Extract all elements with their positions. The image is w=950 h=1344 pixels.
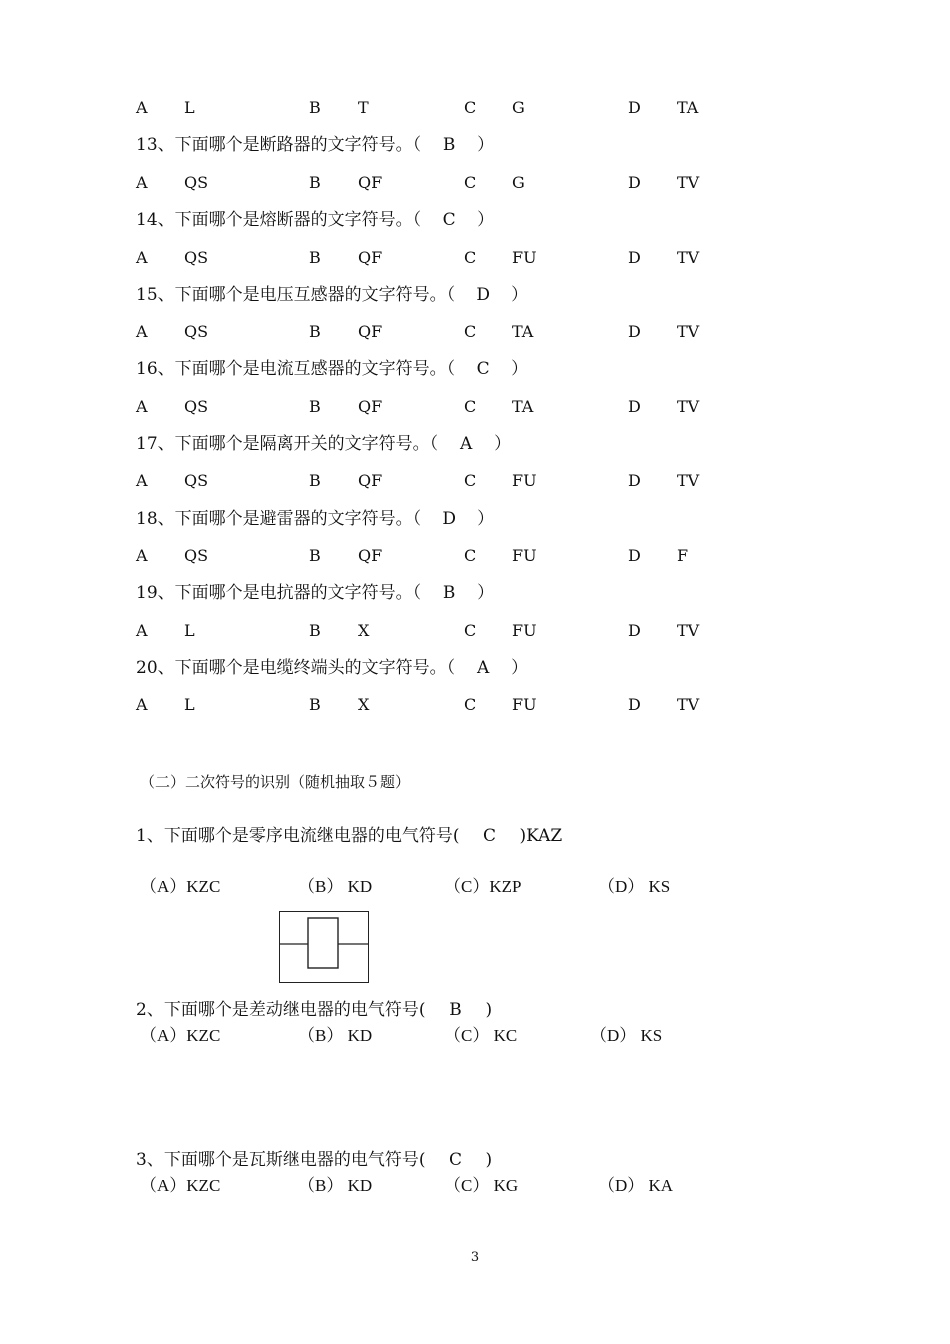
option-value-b: QF: [358, 546, 383, 565]
question-close: ）: [477, 135, 495, 155]
question-answer: A: [460, 434, 473, 454]
option-letter-b: B: [309, 173, 321, 192]
question-text: 18、下面哪个是避雷器的文字符号。（: [136, 509, 422, 529]
question-close: ）: [477, 210, 495, 230]
option-letter-c: C: [464, 471, 477, 490]
choice-d: （D） KS: [590, 1026, 663, 1045]
option-value-c: G: [512, 173, 525, 192]
question-text: 15、下面哪个是电压互感器的文字符号。（: [136, 285, 456, 305]
question-20: [136, 656, 528, 680]
option-value-d: TV: [677, 471, 700, 490]
option-value-c: FU: [512, 471, 537, 490]
option-value-c: FU: [512, 621, 537, 640]
question-answer: A: [477, 658, 490, 678]
question-answer: C: [448, 1150, 462, 1170]
option-letter-a: A: [136, 471, 148, 490]
question-answer: C: [442, 210, 456, 230]
question-18: [136, 507, 494, 531]
option-value-a: QS: [184, 173, 209, 192]
question-text: 19、下面哪个是电抗器的文字符号。（: [136, 583, 422, 603]
option-value-c: G: [512, 98, 525, 117]
option-value-c: TA: [512, 397, 534, 416]
question-text: 1、下面哪个是零序电流继电器的电气符号(: [136, 826, 460, 846]
question-text: 3、下面哪个是瓦斯继电器的电气符号(: [136, 1150, 426, 1170]
choice-a: （A）KZC: [140, 1176, 221, 1195]
option-letter-d: D: [628, 695, 641, 714]
question-close: ): [485, 1150, 493, 1170]
choice-c: （C） KG: [444, 1176, 519, 1195]
option-letter-a: A: [136, 173, 148, 192]
option-value-a: QS: [184, 248, 209, 267]
option-value-a: L: [184, 98, 195, 117]
option-letter-d: D: [628, 621, 641, 640]
option-value-b: T: [358, 98, 369, 117]
option-value-b: X: [358, 621, 370, 640]
choice-b: （B） KD: [298, 877, 373, 896]
choice-c: （C）KZP: [444, 877, 522, 896]
choice-d: （D） KA: [598, 1176, 674, 1195]
option-letter-b: B: [309, 695, 321, 714]
option-row-q20: [0, 693, 950, 717]
option-letter-d: D: [628, 546, 641, 565]
option-letter-c: C: [464, 173, 477, 192]
option-value-c: FU: [512, 546, 537, 565]
option-letter-b: B: [309, 471, 321, 490]
question-close: ）: [511, 359, 529, 379]
question-13: [136, 133, 494, 157]
option-value-d: TV: [677, 621, 700, 640]
option-letter-c: C: [464, 322, 477, 341]
option-row-q16: [0, 395, 950, 419]
question-close: )KAZ: [519, 826, 563, 846]
question-15: [136, 283, 528, 307]
option-letter-c: C: [464, 546, 477, 565]
option-value-a: QS: [184, 546, 209, 565]
page-number: 3: [470, 1250, 480, 1265]
question-text: 14、下面哪个是熔断器的文字符号。（: [136, 210, 422, 230]
option-letter-c: C: [464, 621, 477, 640]
question-answer: B: [449, 1000, 462, 1020]
option-value-d: TV: [677, 695, 700, 714]
option-value-d: TA: [677, 98, 699, 117]
question-answer: D: [442, 509, 456, 529]
section2-question-2: [136, 998, 492, 1022]
option-row-q12: [0, 96, 950, 120]
option-value-d: TV: [677, 322, 700, 341]
question-19: [136, 581, 494, 605]
option-letter-d: D: [628, 471, 641, 490]
option-value-c: TA: [512, 322, 534, 341]
choice-a: （A）KZC: [140, 1026, 221, 1045]
option-letter-d: D: [628, 248, 641, 267]
choice-c: （C） KC: [444, 1026, 518, 1045]
option-value-c: FU: [512, 695, 537, 714]
option-value-b: QF: [358, 248, 383, 267]
question-text: 20、下面哪个是电缆终端头的文字符号。（: [136, 658, 456, 678]
question-answer: B: [442, 135, 456, 155]
option-letter-a: A: [136, 248, 148, 267]
option-row-q17: [0, 469, 950, 493]
option-value-a: QS: [184, 322, 209, 341]
coil-box: [308, 918, 338, 968]
option-value-a: L: [184, 695, 195, 714]
option-letter-d: D: [628, 98, 641, 117]
option-letter-c: C: [464, 98, 477, 117]
question-text: 17、下面哪个是隔离开关的文字符号。（: [136, 434, 439, 454]
option-value-b: QF: [358, 471, 383, 490]
diagram-border: [280, 912, 369, 983]
choice-row-q3: [0, 1173, 950, 1199]
question-text: 16、下面哪个是电流互感器的文字符号。（: [136, 359, 456, 379]
choice-d: （D） KS: [598, 877, 671, 896]
option-letter-b: B: [309, 397, 321, 416]
question-text: 2、下面哪个是差动继电器的电气符号(: [136, 1000, 426, 1020]
question-answer: C: [482, 826, 496, 846]
option-letter-c: C: [464, 397, 477, 416]
option-letter-a: A: [136, 621, 148, 640]
option-letter-a: A: [136, 397, 148, 416]
question-answer: C: [476, 359, 490, 379]
option-row-q15: [0, 320, 950, 344]
question-close: ）: [494, 434, 512, 454]
option-value-a: QS: [184, 397, 209, 416]
question-answer: D: [476, 285, 490, 305]
option-letter-d: D: [628, 322, 641, 341]
option-letter-a: A: [136, 695, 148, 714]
option-letter-a: A: [136, 322, 148, 341]
choice-row-q1: [0, 874, 950, 900]
option-letter-b: B: [309, 322, 321, 341]
choice-row-q2: [0, 1023, 950, 1049]
option-letter-b: B: [309, 621, 321, 640]
option-row-q14: [0, 246, 950, 270]
section2-question-3: [136, 1148, 492, 1172]
section-title: （二）二次符号的识别（随机抽取５题）: [140, 773, 411, 791]
question-answer: B: [442, 583, 456, 603]
question-close: ）: [511, 285, 529, 305]
option-value-a: L: [184, 621, 195, 640]
option-letter-b: B: [309, 98, 321, 117]
question-close: ): [485, 1000, 493, 1020]
option-value-b: QF: [358, 322, 383, 341]
option-letter-d: D: [628, 397, 641, 416]
relay-symbol-diagram: [279, 911, 369, 983]
question-text: 13、下面哪个是断路器的文字符号。（: [136, 135, 422, 155]
option-value-d: F: [677, 546, 689, 565]
choice-b: （B） KD: [298, 1176, 373, 1195]
option-row-q19: [0, 619, 950, 643]
option-value-a: QS: [184, 471, 209, 490]
question-14: [136, 208, 494, 232]
question-close: ）: [477, 509, 495, 529]
question-close: ）: [477, 583, 495, 603]
option-letter-a: A: [136, 546, 148, 565]
question-16: [136, 357, 528, 381]
option-letter-c: C: [464, 695, 477, 714]
option-row-q13: [0, 171, 950, 195]
option-value-b: QF: [358, 173, 383, 192]
section2-question-1: [136, 824, 562, 848]
option-letter-b: B: [309, 546, 321, 565]
option-value-b: X: [358, 695, 370, 714]
option-value-d: TV: [677, 248, 700, 267]
option-letter-b: B: [309, 248, 321, 267]
option-letter-a: A: [136, 98, 148, 117]
option-value-c: FU: [512, 248, 537, 267]
choice-b: （B） KD: [298, 1026, 373, 1045]
option-value-b: QF: [358, 397, 383, 416]
option-value-d: TV: [677, 173, 700, 192]
option-row-q18: [0, 544, 950, 568]
question-close: ）: [511, 658, 529, 678]
option-letter-d: D: [628, 173, 641, 192]
option-letter-c: C: [464, 248, 477, 267]
question-17: [136, 432, 511, 456]
option-value-d: TV: [677, 397, 700, 416]
choice-a: （A）KZC: [140, 877, 221, 896]
